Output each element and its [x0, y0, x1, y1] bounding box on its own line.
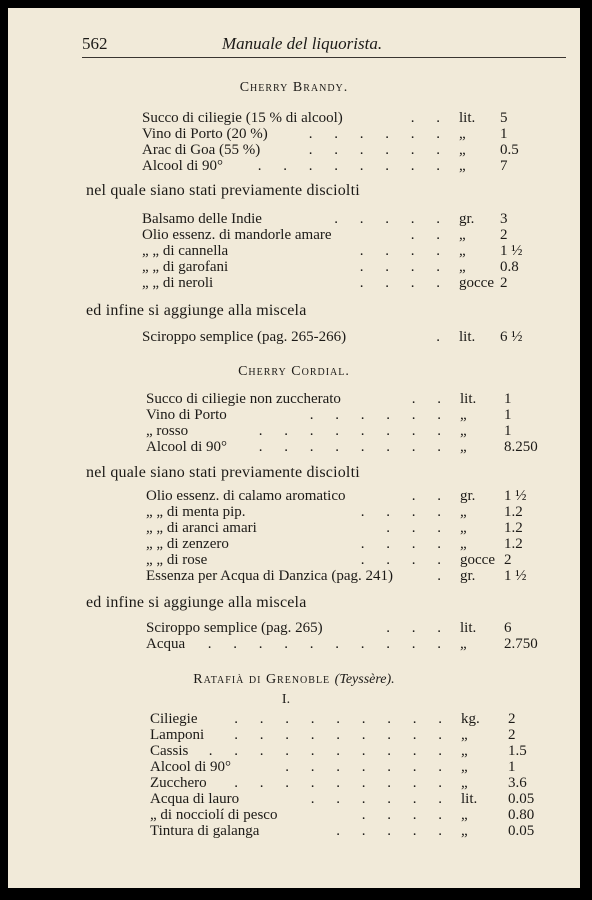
ingredient-row — [150, 711, 570, 727]
ingredient-quantity: 2 — [500, 275, 508, 291]
leader-dots: . . . . . . — [308, 142, 449, 158]
ingredient-unit: „ — [460, 636, 467, 652]
section-title-ratafia — [8, 672, 580, 688]
ingredient-row — [142, 110, 562, 126]
ingredient-quantity: 2 — [508, 727, 516, 743]
ingredient-quantity: 3 — [500, 211, 508, 227]
ingredient-row — [146, 620, 566, 636]
leader-dots: . . . . — [360, 536, 450, 552]
ingredient-name: „ „ di zenzero — [146, 536, 229, 552]
ingredient-name: Sciroppo semplice (pag. 265-266) — [142, 329, 347, 345]
leader-dots: . . . . . . — [308, 126, 449, 142]
ingredient-row — [142, 158, 562, 174]
ingredient-row — [146, 552, 566, 568]
section-title-cherry-cordial: Cherry Cordial. — [238, 364, 350, 379]
ingredient-name: „ „ di neroli — [142, 275, 214, 291]
leader-dots: . . . — [386, 520, 450, 536]
ingredient-name: Lamponi — [150, 727, 205, 743]
ingredient-quantity: 2.750 — [504, 636, 538, 652]
leader-dots: . . — [410, 227, 449, 243]
ingredient-unit: „ — [461, 743, 468, 759]
leader-dots: . — [436, 329, 449, 345]
ingredient-name: „ rosso — [146, 423, 189, 439]
ingredient-name: Vino di Porto (20 %) — [142, 126, 268, 142]
ratafia-title-text: Ratafià di Grenoble — [193, 672, 331, 687]
leader-dots: . . . . . . . . . — [234, 775, 451, 791]
ingredient-row — [146, 488, 566, 504]
ingredient-row — [146, 568, 566, 584]
ingredient-row — [142, 243, 562, 259]
book-page — [8, 8, 580, 888]
leader-dots: . . . . . . — [309, 407, 450, 423]
ingredient-name: Succo di ciliegie non zuccherato — [146, 391, 341, 407]
ingredient-quantity: 0.05 — [508, 791, 535, 807]
ingredient-quantity: 1 ½ — [504, 488, 527, 504]
ingredient-row — [146, 407, 566, 423]
ingredient-unit: lit. — [460, 620, 477, 636]
ingredient-unit: gocce — [459, 275, 494, 291]
ingredient-unit: „ — [460, 520, 467, 536]
ingredient-unit: „ — [460, 504, 467, 520]
ingredient-name: „ „ di menta pip. — [146, 504, 246, 520]
ingredient-row — [150, 807, 570, 823]
ingredient-unit: „ — [459, 158, 466, 174]
paragraph-finally: ed infine si aggiunge alla miscela — [86, 594, 307, 611]
ingredient-name: „ di nocciolí di pesco — [150, 807, 278, 823]
ingredient-name: Zucchero — [150, 775, 207, 791]
ingredient-quantity: 1 — [504, 407, 512, 423]
ingredient-name: Alcool di 90° — [142, 158, 223, 174]
ingredient-row — [150, 823, 570, 839]
ingredient-row — [142, 259, 562, 275]
page-number: 562 — [82, 34, 108, 53]
ingredient-quantity: 1 — [500, 126, 508, 142]
leader-dots: . . . . — [359, 259, 449, 275]
leader-dots: . . . . . . . — [285, 759, 451, 775]
ingredient-row — [142, 211, 562, 227]
leader-dots: . . . . . . . . — [258, 439, 450, 455]
ingredient-name: Olio essenz. di calamo aromatico — [146, 488, 346, 504]
ingredient-row — [150, 759, 570, 775]
ingredient-quantity: 1.2 — [504, 504, 523, 520]
leader-dots: . . — [411, 488, 450, 504]
ingredient-name: Essenza per Acqua di Danzica (pag. 241) — [146, 568, 393, 584]
ingredient-quantity: 0.05 — [508, 823, 535, 839]
ingredient-quantity: 8.250 — [504, 439, 538, 455]
ingredient-quantity: 0.80 — [508, 807, 535, 823]
ingredient-quantity: 7 — [500, 158, 508, 174]
ingredient-unit: „ — [459, 126, 466, 142]
ingredient-unit: „ — [459, 243, 466, 259]
ingredient-unit: „ — [459, 227, 466, 243]
ingredient-name: Acqua di lauro — [150, 791, 240, 807]
ingredient-unit: „ — [461, 823, 468, 839]
ingredient-row — [146, 391, 566, 407]
ingredient-quantity: 2 — [504, 552, 512, 568]
ingredient-row — [150, 727, 570, 743]
ingredient-unit: gr. — [459, 211, 475, 227]
ingredient-name: Acqua — [146, 636, 186, 652]
section-subtitle: I. — [281, 692, 291, 707]
ingredient-unit: lit. — [459, 329, 476, 345]
ingredient-row — [142, 142, 562, 158]
ingredient-quantity: 6 — [504, 620, 512, 636]
ingredient-name: Balsamo delle Indie — [142, 211, 262, 227]
ingredient-quantity: 5 — [500, 110, 508, 126]
ingredient-unit: „ — [460, 536, 467, 552]
ingredient-unit: gr. — [460, 488, 476, 504]
ingredient-row — [146, 423, 566, 439]
ingredient-row — [150, 775, 570, 791]
ingredient-unit: lit. — [460, 391, 477, 407]
leader-dots: . . . . . . — [310, 791, 451, 807]
ingredient-unit: „ — [461, 759, 468, 775]
ingredient-row — [146, 504, 566, 520]
leader-dots: . . . . . — [334, 211, 449, 227]
ingredient-quantity: 1 — [504, 391, 512, 407]
ingredient-row — [142, 227, 562, 243]
ingredient-row — [146, 636, 566, 652]
ingredient-unit: „ — [460, 423, 467, 439]
ingredient-quantity: 1.5 — [508, 743, 527, 759]
ingredient-row — [142, 329, 562, 345]
ingredient-name: „ „ di garofani — [142, 259, 229, 275]
ingredient-quantity: 1 ½ — [500, 243, 523, 259]
ingredient-name: Olio essenz. di mandorle amare — [142, 227, 332, 243]
leader-dots: . . . . — [359, 275, 449, 291]
ingredient-row — [146, 536, 566, 552]
ingredient-unit: „ — [459, 259, 466, 275]
ingredient-name: „ „ di rose — [146, 552, 208, 568]
ingredient-quantity: 6 ½ — [500, 329, 523, 345]
ingredient-row — [146, 520, 566, 536]
ingredient-quantity: 3.6 — [508, 775, 527, 791]
leader-dots: . . . . . . . . — [257, 158, 449, 174]
leader-dots: . . . . . . . . . . — [208, 743, 451, 759]
ratafia-title-author: (Teyssère). — [334, 672, 395, 687]
ingredient-unit: lit. — [461, 791, 478, 807]
ingredient-row — [142, 275, 562, 291]
paragraph-dissolved: nel quale siano stati previamente disciolti — [86, 464, 360, 481]
ingredient-name: „ „ di cannella — [142, 243, 229, 259]
ingredient-unit: „ — [461, 775, 468, 791]
ingredient-name: Alcool di 90° — [150, 759, 231, 775]
paragraph-finally: ed infine si aggiunge alla miscela — [86, 302, 307, 319]
leader-dots: . — [437, 568, 450, 584]
leader-dots: . . . . . . . . . — [234, 727, 451, 743]
ingredient-name: Ciliegie — [150, 711, 198, 727]
page-header — [82, 34, 566, 58]
ingredient-unit: „ — [461, 727, 468, 743]
leader-dots: . . . — [386, 620, 450, 636]
leader-dots: . . . . — [359, 243, 449, 259]
ingredient-name: „ „ di aranci amari — [146, 520, 257, 536]
running-title: Manuale del liquorista. — [222, 34, 383, 53]
ingredient-quantity: 2 — [500, 227, 508, 243]
leader-dots: . . . . — [360, 552, 450, 568]
ingredient-row — [150, 743, 570, 759]
ingredient-name: Cassis — [150, 743, 189, 759]
ingredient-name: Sciroppo semplice (pag. 265) — [146, 620, 323, 636]
ingredient-name: Arac di Goa (55 %) — [142, 142, 261, 158]
ingredient-quantity: 2 — [508, 711, 516, 727]
ingredient-row — [150, 791, 570, 807]
leader-dots: . . . . — [361, 807, 451, 823]
ingredient-quantity: 1.2 — [504, 520, 523, 536]
ingredient-quantity: 1.2 — [504, 536, 523, 552]
ingredient-quantity: 1 — [508, 759, 516, 775]
ingredient-quantity: 1 ½ — [504, 568, 527, 584]
ingredient-unit: „ — [460, 407, 467, 423]
paragraph-dissolved: nel quale siano stati previamente disciolti — [86, 182, 360, 199]
section-title-cherry-brandy: Cherry Brandy. — [239, 80, 349, 95]
leader-dots: . . — [411, 391, 450, 407]
leader-dots: . . . . . . . . . . — [207, 636, 450, 652]
ingredient-unit: „ — [461, 807, 468, 823]
ingredient-name: Tintura di galanga — [150, 823, 260, 839]
ingredient-quantity: 0.5 — [500, 142, 519, 158]
ingredient-row — [146, 439, 566, 455]
ingredient-row — [142, 126, 562, 142]
ingredient-quantity: 1 — [504, 423, 512, 439]
ingredient-unit: gr. — [460, 568, 476, 584]
leader-dots: . . . . — [360, 504, 450, 520]
ingredient-quantity: 0.8 — [500, 259, 519, 275]
leader-dots: . . — [410, 110, 449, 126]
ingredient-name: Succo di ciliegie (15 % di alcool) — [142, 110, 343, 126]
leader-dots: . . . . . — [336, 823, 451, 839]
ingredient-unit: lit. — [459, 110, 476, 126]
leader-dots: . . . . . . . . — [258, 423, 450, 439]
ingredient-name: Vino di Porto — [146, 407, 227, 423]
ingredient-unit: gocce — [460, 552, 495, 568]
ingredient-name: Alcool di 90° — [146, 439, 227, 455]
ingredient-unit: „ — [460, 439, 467, 455]
ingredient-unit: kg. — [461, 711, 480, 727]
ingredient-unit: „ — [459, 142, 466, 158]
leader-dots: . . . . . . . . . — [234, 711, 451, 727]
